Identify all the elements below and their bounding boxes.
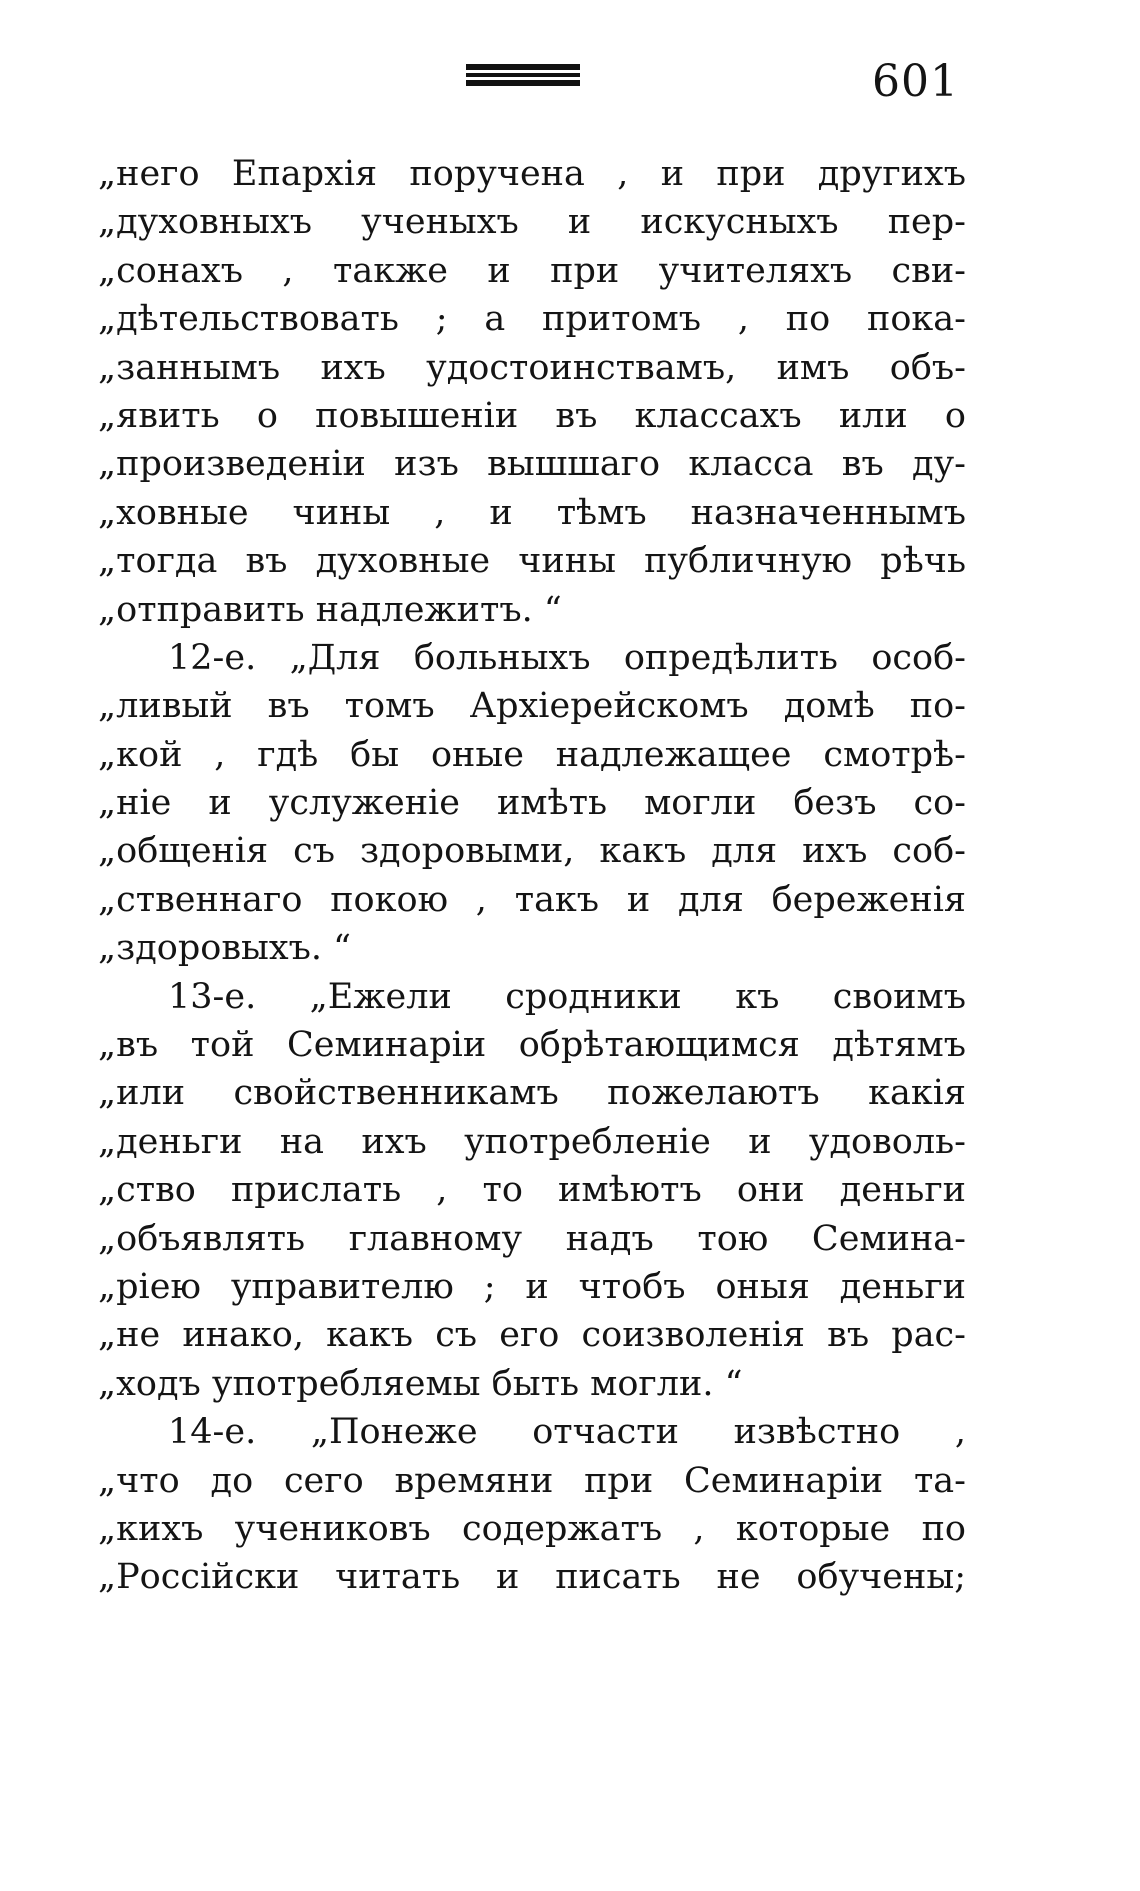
ornament-rule (466, 80, 580, 86)
paragraph-start-line: 14-е. „Понеже отчасти извѣстно , (168, 1412, 966, 1453)
paragraph-start-line: 13-е. „Ежели сродники къ своимъ (168, 976, 966, 1017)
paragraph-end-line: „ходъ употребляемы быть могли. “ (98, 1363, 743, 1404)
text-line: „общенія съ здоровыми, какъ для ихъ соб- (98, 831, 966, 872)
text-line: „деньги на ихъ употребленіе и удоволь- (98, 1121, 966, 1162)
paragraph-end-line: „здоровыхъ. “ (98, 928, 352, 969)
body-text (98, 150, 966, 1602)
text-line: „или свойственникамъ пожелаютъ какія (98, 1073, 966, 1114)
text-line: „Россійски читать и писать не обучены; (98, 1557, 966, 1598)
text-line: „ховные чины , и тѣмъ назначеннымъ (98, 492, 966, 533)
text-line: „что до сего времяни при Семинаріи та- (98, 1460, 966, 1501)
text-line: „явить о повышеніи въ классахъ или о (98, 395, 966, 436)
text-line: „сонахъ , также и при учителяхъ сви- (98, 250, 966, 291)
paragraph-end-line: „отправить надлежитъ. “ (98, 589, 562, 630)
text-line: „дѣтельствовать ; а притомъ , по пока- (98, 299, 966, 340)
text-line: „кой , гдѣ бы оные надлежащее смотрѣ- (98, 734, 966, 775)
text-line: „ство прислать , то имѣютъ они деньги (98, 1170, 966, 1211)
paragraph-start-line: 12-е. „Для больныхъ опредѣлить особ- (168, 637, 966, 678)
text-line: „ріею управителю ; и чтобъ оныя деньги (98, 1266, 966, 1307)
text-line: „ніе и услуженіе имѣть могли безъ со- (98, 783, 966, 824)
text-line: „ственнаго покою , такъ и для береженія (98, 879, 966, 920)
text-line: „него Епархія поручена , и при другихъ (98, 154, 966, 194)
text-line: „кихъ учениковъ содержатъ , которые по (98, 1508, 966, 1549)
text-line: „не инако, какъ съ его соизволенія въ рас- (98, 1315, 966, 1356)
ornament-rule (466, 64, 580, 70)
text-line: „произведеніи изъ вышшаго класса въ ду- (98, 444, 966, 485)
ornament-rule (466, 73, 580, 77)
text-line: „объявлять главному надъ тою Семина- (98, 1218, 966, 1259)
text-line: „духовныхъ ученыхъ и искусныхъ пер- (98, 202, 966, 243)
text-line: „заннымъ ихъ удостоинствамъ, имъ объ- (98, 347, 966, 388)
header-ornament (466, 64, 580, 88)
text-line: „тогда въ духовные чины публичную рѣчь (98, 541, 966, 582)
text-line: „въ той Семинаріи обрѣтающимся дѣтямъ (98, 1025, 966, 1066)
page-number: 601 (872, 56, 959, 107)
page-header (0, 52, 1140, 112)
text-line: „ливый въ томъ Архіерейскомъ домѣ по- (98, 686, 966, 727)
